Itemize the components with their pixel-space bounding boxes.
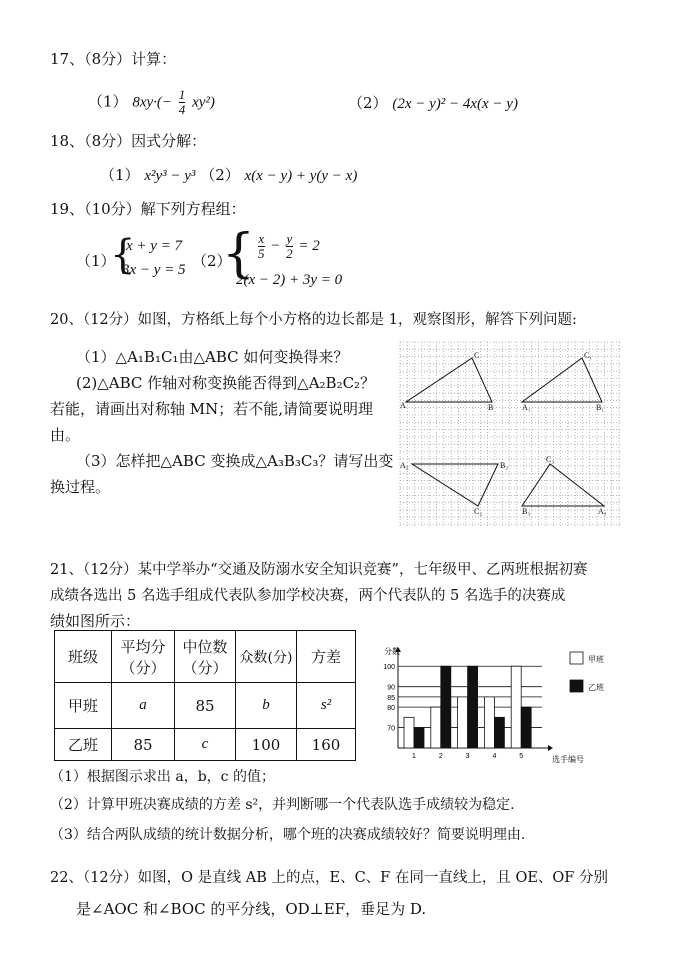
label-c: C bbox=[474, 351, 480, 360]
legend-label: 乙班 bbox=[588, 683, 604, 692]
q18-part2-expr: x(x − y) + y(y − x) bbox=[244, 168, 358, 184]
bar-jia bbox=[404, 717, 414, 748]
q17-part1-expr-b: xy²) bbox=[192, 94, 215, 111]
table-cell: s² bbox=[297, 683, 356, 729]
q21-question1: （1）根据图示求出 a，b，c 的值； bbox=[50, 769, 275, 785]
q20-header: 20、（12分）如图，方格纸上每个小方格的边长都是 1，观察图形，解答下列问题: bbox=[50, 312, 577, 328]
q18-parts bbox=[100, 164, 357, 185]
table-row bbox=[55, 683, 356, 729]
table-cell: 甲班 bbox=[55, 683, 112, 729]
label-a1: A₁ bbox=[522, 403, 531, 412]
q18-header: 18、（8分）因式分解： bbox=[50, 132, 207, 150]
q19-frac1-num: x bbox=[258, 231, 265, 246]
q21-question3: （3）结合两队成绩的统计数据分析，哪个班的决赛成绩较好？简要说明理由. bbox=[50, 827, 526, 843]
label-c3: C₃ bbox=[546, 455, 555, 464]
q19-part2-brace: { bbox=[222, 224, 256, 284]
q21-line2: 成绩各选出 5 名选手组成代表队参加学校决赛，两个代表队的 5 名选手的决赛成 bbox=[50, 588, 566, 604]
label-b3: B₃ bbox=[522, 507, 531, 516]
table-header-cell: 班级 bbox=[55, 631, 112, 683]
legend-swatch bbox=[570, 680, 583, 692]
y-tick-label: 80 bbox=[387, 705, 395, 713]
q19-header: 19、（10分）解下列方程组： bbox=[50, 200, 246, 218]
label-c1: C₁ bbox=[584, 351, 593, 360]
q17-part2-label: （2） bbox=[348, 94, 388, 112]
bar-yi bbox=[414, 728, 424, 748]
q19-part2-label: （2） bbox=[192, 252, 232, 270]
q21-line3: 绩如图所示： bbox=[50, 612, 141, 630]
x-tick-label: 3 bbox=[465, 753, 470, 760]
bar-jia bbox=[458, 697, 468, 748]
q22-line2: 是∠AOC 和∠BOC 的平分线，OD⊥EF，垂足为 D. bbox=[76, 900, 427, 918]
q19-part2-eq1 bbox=[256, 232, 320, 261]
bar-jia bbox=[484, 697, 494, 748]
table-cell: b bbox=[236, 683, 297, 729]
y-axis-label: 分数 bbox=[384, 647, 400, 656]
bar-yi bbox=[521, 707, 531, 748]
q17-header: 17、（8分）计算： bbox=[50, 50, 177, 68]
q21-line1: 21、（12分）某中学举办“交通及防溺水安全知识竞赛”，七年级甲、乙两班根据初赛 bbox=[50, 562, 588, 578]
x-tick-label: 5 bbox=[519, 753, 524, 760]
q18-part1-expr: x²y³ − y³ bbox=[144, 168, 196, 184]
label-c2: C₂ bbox=[474, 507, 483, 516]
q17-part2 bbox=[348, 92, 518, 113]
label-a2: A₂ bbox=[400, 461, 409, 470]
table-cell: 85 bbox=[175, 683, 236, 729]
table-cell: a bbox=[112, 683, 175, 729]
table-cell: 85 bbox=[112, 729, 175, 761]
q19-frac2-num: y bbox=[286, 231, 293, 246]
q17-part2-expr: (2x − y)² − 4x(x − y) bbox=[392, 96, 518, 112]
q19-part1-brace: { bbox=[110, 232, 136, 278]
table-cell: 100 bbox=[236, 729, 297, 761]
x-tick-label: 1 bbox=[412, 753, 416, 760]
table-header-cell: 平均分 （分） bbox=[112, 631, 175, 683]
q19-minus: − bbox=[270, 237, 281, 254]
q20-grid-figure bbox=[398, 340, 622, 528]
q22-line1: 22、（12分）如图，O 是直线 AB 上的点，E、C、F 在同一直线上，且 OE、OF 分别 bbox=[50, 870, 608, 886]
q19-frac2 bbox=[286, 232, 293, 261]
legend-swatch bbox=[570, 652, 583, 664]
x-axis-label: 选手编号 bbox=[552, 755, 584, 764]
q20-line2: (2)△ABC 作轴对称变换能否得到△A₂B₂C₂？ bbox=[76, 374, 376, 392]
q17-part1-fraction bbox=[179, 88, 186, 117]
q19-eq1-rhs: = 2 bbox=[298, 237, 320, 254]
q20-line4: 由。 bbox=[50, 426, 81, 444]
y-tick-label: 90 bbox=[387, 684, 395, 692]
q19-part1-eq1: x + y = 7 bbox=[126, 238, 183, 254]
q17-part1 bbox=[88, 88, 215, 117]
q21-question2: （2）计算甲班决赛成绩的方差 s²，并判断哪一个代表队选手成绩较为稳定. bbox=[50, 797, 515, 813]
label-b2: B₂ bbox=[500, 461, 509, 470]
q19-part1-label: （1） bbox=[76, 252, 116, 270]
label-a: A bbox=[400, 401, 406, 410]
table-row bbox=[55, 729, 356, 761]
label-b: B bbox=[488, 403, 494, 412]
label-a3: A₃ bbox=[598, 507, 607, 516]
q19-frac2-den: 2 bbox=[286, 246, 293, 261]
q18-part1-label: （1） bbox=[100, 166, 140, 184]
bar-yi bbox=[441, 666, 451, 748]
bar-jia bbox=[431, 707, 441, 748]
q20-line5: （3）怎样把△ABC 变换成△A₃B₃C₃？请写出变 bbox=[76, 452, 394, 470]
y-tick-label: 70 bbox=[387, 725, 395, 733]
q18-part2-label: （2） bbox=[200, 166, 240, 184]
triangle-a3b3c3 bbox=[522, 464, 604, 506]
score-bar-chart bbox=[370, 644, 620, 768]
table-cell: 乙班 bbox=[55, 729, 112, 761]
y-tick-label: 85 bbox=[387, 694, 395, 702]
triangle-a1b1c1 bbox=[522, 358, 602, 402]
triangle-abc bbox=[406, 358, 492, 402]
q19-part2-eq2: 2(x − 2) + 3y = 0 bbox=[236, 272, 343, 288]
q19-part1-eq2: 3x − y = 5 bbox=[122, 262, 186, 278]
q20-line3: 若能，请画出对称轴 MN；若不能,请简要说明理 bbox=[50, 400, 374, 418]
x-tick-label: 4 bbox=[492, 753, 497, 760]
q17-frac-den: 4 bbox=[178, 102, 186, 117]
bar-yi bbox=[468, 666, 478, 748]
x-tick-label: 2 bbox=[438, 753, 443, 760]
triangle-a2b2c2 bbox=[412, 464, 498, 506]
q20-line6: 换过程。 bbox=[50, 478, 111, 496]
legend-label: 甲班 bbox=[588, 655, 604, 664]
bar-yi bbox=[494, 717, 504, 748]
table-cell: c bbox=[175, 729, 236, 761]
table-cell: 160 bbox=[297, 729, 356, 761]
q19-frac1 bbox=[258, 232, 265, 261]
q19-frac1-den: 5 bbox=[258, 246, 265, 261]
y-tick-label: 100 bbox=[383, 664, 395, 672]
bar-jia bbox=[511, 666, 521, 748]
x-axis-arrow bbox=[548, 745, 553, 751]
q17-part1-label: （1） bbox=[88, 92, 128, 111]
q20-line1: （1）△A₁B₁C₁由△ABC 如何变换得来？ bbox=[76, 348, 349, 366]
table-header-cell: 方差 bbox=[297, 631, 356, 683]
q17-frac-num: 1 bbox=[178, 87, 186, 102]
score-table bbox=[54, 630, 356, 761]
table-header-cell: 中位数 （分） bbox=[175, 631, 236, 683]
q17-part1-expr-a: 8xy·(− bbox=[132, 94, 173, 111]
table-header-cell: 众数(分) bbox=[236, 631, 297, 683]
label-b1: B₁ bbox=[596, 403, 605, 412]
table-header-row bbox=[55, 631, 356, 683]
